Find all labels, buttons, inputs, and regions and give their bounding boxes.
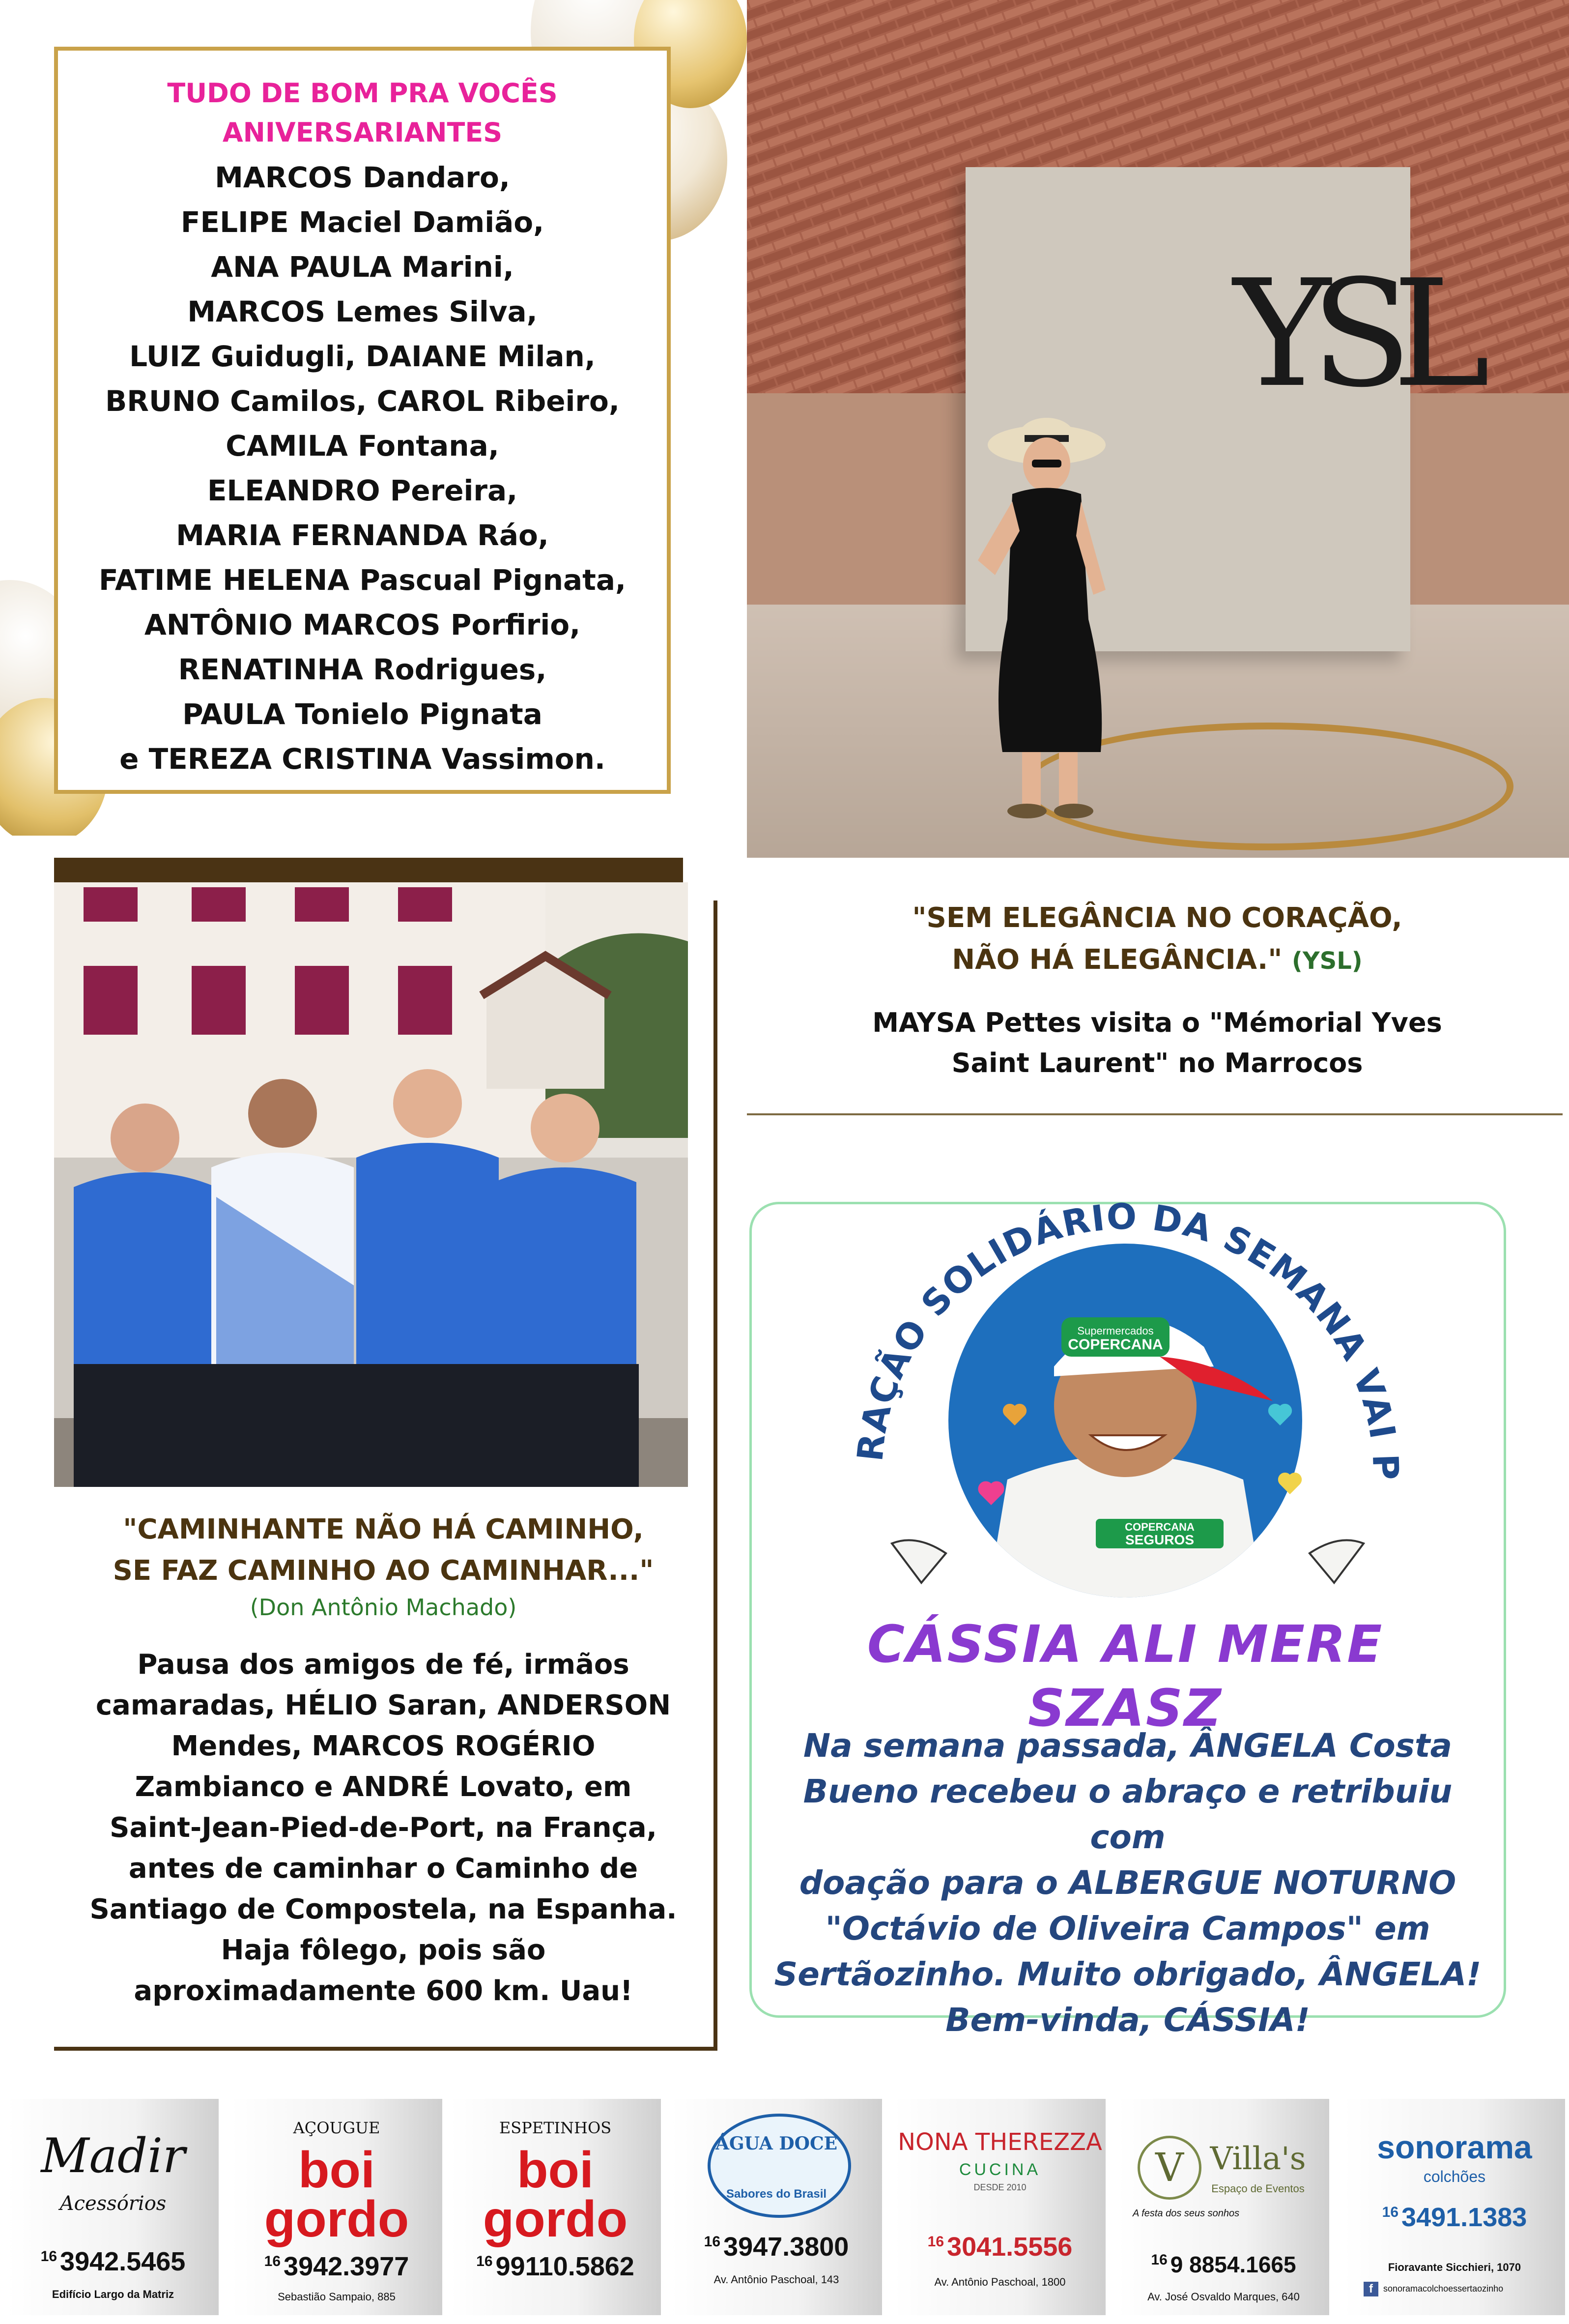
friends-caption-line: Santiago de Compostela, na Espanha. — [89, 1893, 677, 1925]
ad-ddd: 16 — [704, 2234, 721, 2250]
friends-caption-line: antes de caminhar o Caminho de — [128, 1853, 638, 1885]
cap-brand: COPERCANA — [1068, 1336, 1163, 1353]
birthday-name-line: PAULA Tonielo Pignata — [182, 697, 542, 731]
woman-figure — [958, 413, 1135, 821]
embrace-text-line: Sertãozinho. Muito obrigado, ÂNGELA! — [774, 1955, 1482, 1993]
friends-quote — [59, 1509, 708, 1592]
embrace-text-line: "Octávio de Oliveira Campos" em — [825, 1910, 1430, 1947]
ad-number: 99110.5862 — [495, 2252, 634, 2281]
friends-caption-line: Saint-Jean-Pied-de-Port, na França, — [110, 1812, 657, 1844]
ad-subtitle: Acessórios — [59, 2192, 167, 2215]
ad-number: 3947.3800 — [723, 2232, 849, 2262]
heart-icon — [1268, 1404, 1292, 1425]
embrace-arc-text: O ABRAÇÃO SOLIDÁRIO DA SEMANA VAI PARA — [832, 1117, 1407, 1479]
agua-doce-logo — [708, 2114, 851, 2218]
birthday-name-line: MARCOS Dandaro, — [215, 161, 510, 194]
friends-quote-line: SE FAZ CAMINHO AO CAMINHAR..." — [113, 1555, 654, 1587]
heart-icon — [978, 1481, 1004, 1505]
birthday-heading-line: TUDO DE BOM PRA VOCÊS — [167, 78, 558, 109]
birthday-name-line: e TEREZA CRISTINA Vassimon. — [119, 742, 605, 776]
ad-brand: boi gordo — [483, 2142, 628, 2248]
embrace-text-line: Bem-vinda, CÁSSIA! — [945, 2001, 1310, 2039]
ysl-quote-author: (YSL) — [1291, 947, 1363, 975]
ad-phone — [231, 2251, 442, 2282]
birthday-name-line: ANA PAULA Marini, — [211, 250, 514, 284]
friends-caption-line: Mendes, MARCOS ROGÉRIO — [171, 1730, 596, 1762]
ad-number: 9 8854.1665 — [1170, 2252, 1296, 2277]
birthday-name-line: MARCOS Lemes Silva, — [187, 295, 538, 328]
birthday-name-line: FELIPE Maciel Damião, — [180, 205, 544, 239]
friends-quote-author: (Don Antônio Machado) — [250, 1594, 517, 1621]
ad-subtitle: colchões — [1423, 2168, 1486, 2185]
ad-number: 3942.5465 — [60, 2247, 186, 2276]
birthday-name-line: ANTÔNIO MARCOS Porfirio, — [144, 608, 581, 641]
ad-number: 3041.5556 — [947, 2232, 1073, 2262]
ad-nona-therezza — [894, 2099, 1106, 2315]
birthday-name-line: LUIZ Guidugli, DAIANE Milan, — [129, 340, 596, 373]
shirt-brand: SEGUROS — [1125, 1532, 1195, 1547]
friends-caption-line: Zambianco e ANDRÉ Lovato, em — [135, 1771, 632, 1803]
ad-ddd: 16 — [40, 2248, 57, 2265]
ad-ddd: 16 — [1151, 2251, 1168, 2268]
ad-espetinhos-boi-gordo — [450, 2099, 661, 2315]
birthday-name-line: BRUNO Camilos, CAROL Ribeiro, — [105, 384, 620, 418]
ad-ddd: 16 — [927, 2234, 944, 2250]
embrace-arc-title — [832, 1117, 1408, 1593]
ad-address: Av. Antônio Paschoal, 1800 — [934, 2276, 1066, 2288]
ysl-caption-line: Saint Laurent" no Marrocos — [951, 1047, 1363, 1078]
ad-madir — [7, 2099, 219, 2315]
ad-acougue-boi-gordo — [231, 2099, 442, 2315]
villas-v-icon: V — [1138, 2136, 1201, 2200]
ysl-quote-text: NÃO HÁ ELEGÂNCIA." — [952, 944, 1283, 976]
birthday-text — [74, 74, 651, 782]
birthday-heading — [74, 74, 651, 152]
ad-phone — [671, 2232, 882, 2262]
friends-top-bar — [54, 858, 683, 882]
ad-brand-top: AÇOUGUE — [293, 2119, 380, 2137]
ysl-quote — [762, 897, 1553, 982]
embrace-text-line: Na semana passada, ÂNGELA Costa — [803, 1727, 1453, 1765]
birthday-name-line: FATIME HELENA Pascual Pignata, — [98, 563, 627, 597]
friends-quote-line: "CAMINHANTE NÃO HÁ CAMINHO, — [123, 1513, 644, 1545]
ad-address: Sebastião Sampaio, 885 — [278, 2291, 396, 2303]
ad-brand: Madir — [41, 2128, 185, 2183]
ysl-caption-line: MAYSA Pettes visita o "Mémorial Yves — [872, 1007, 1442, 1038]
ad-brand: sonorama — [1377, 2129, 1532, 2165]
ad-tagline: A festa dos seus sonhos — [1133, 2208, 1240, 2219]
ad-sonorama — [1344, 2099, 1565, 2315]
divider-rule — [747, 1113, 1563, 1115]
ad-subtitle: Espaço de Eventos — [1211, 2182, 1305, 2195]
birthday-name-line: MARIA FERNANDA Ráo, — [176, 519, 549, 552]
ad-phone — [7, 2246, 219, 2277]
ad-brand: NONA THEREZZA — [898, 2128, 1102, 2156]
friends-caption-line: Pausa dos amigos de fé, irmãos — [137, 1649, 629, 1681]
ad-address: Av. José Osvaldo Marques, 640 — [1147, 2291, 1300, 2303]
ysl-quote-line-2 — [762, 939, 1553, 982]
svg-text:O ABRAÇÃO SOLIDÁRIO DA SEMANA — [832, 1117, 1406, 1479]
friends-photo-drawing — [54, 882, 688, 1487]
ad-number: 3942.3977 — [284, 2252, 409, 2281]
ad-number: 3491.1383 — [1401, 2203, 1527, 2232]
ad-villas — [1118, 2099, 1329, 2315]
friends-caption-line: Haja fôlego, pois são — [221, 1934, 546, 1966]
friends-caption-line: aproximadamente 600 km. Uau! — [134, 1975, 633, 2007]
ad-agua-doce — [671, 2099, 882, 2315]
heart-icon — [1278, 1473, 1302, 1494]
shirt-brand-small: COPERCANA — [1125, 1521, 1195, 1533]
ad-ddd: 16 — [476, 2253, 493, 2269]
ad-social-handle[interactable]: sonoramacolchoessertaozinho — [1383, 2284, 1504, 2294]
ad-phone — [450, 2251, 661, 2282]
birthday-heading-line: ANIVERSARIANTES — [222, 117, 503, 148]
ad-address: Av. Antônio Paschoal, 143 — [713, 2273, 839, 2286]
heart-icon — [1003, 1404, 1027, 1425]
ad-brand: Villa's — [1210, 2141, 1306, 2177]
ad-subtitle: CUCINA — [959, 2160, 1041, 2179]
ysl-logo: YSL — [1233, 248, 1471, 420]
embrace-text — [767, 1723, 1489, 2043]
birthday-name-line: RENATINHA Rodrigues, — [178, 653, 547, 686]
cap-brand-small: Supermercados — [1077, 1325, 1154, 1337]
embrace-text-line: Bueno recebeu o abraço e retribuiu com — [803, 1772, 1453, 1856]
birthday-name-line: CAMILA Fontana, — [226, 429, 499, 463]
ad-address: Edifício Largo da Matriz — [52, 2288, 174, 2300]
embrace-name: CÁSSIA ALI MERE SZASZ — [867, 1614, 1384, 1738]
ad-brand: ÁGUA DOCE — [715, 2133, 838, 2154]
ad-address: Fioravante Sicchieri, 1070 — [1388, 2261, 1521, 2273]
friends-caption-line: camaradas, HÉLIO Saran, ANDERSON — [95, 1689, 671, 1721]
ad-brand-top: ESPETINHOS — [499, 2119, 612, 2137]
friends-caption — [59, 1644, 708, 2011]
ysl-caption — [762, 1003, 1553, 1083]
ad-ddd: 16 — [1382, 2204, 1399, 2220]
ad-brand: boi gordo — [264, 2142, 409, 2248]
embrace-text-line: doação para o ALBERGUE NOTURNO — [799, 1864, 1456, 1902]
birthday-name-line: ELEANDRO Pereira, — [207, 474, 518, 507]
ad-phone — [894, 2232, 1106, 2262]
ysl-memorial-photo — [747, 0, 1569, 858]
ad-phone — [1118, 2251, 1329, 2278]
ad-subtitle: Sabores do Brasil — [726, 2187, 827, 2201]
ad-ddd: 16 — [264, 2253, 281, 2269]
ad-since: DESDE 2010 — [973, 2182, 1027, 2192]
ysl-quote-line: "SEM ELEGÂNCIA NO CORAÇÃO, — [912, 902, 1402, 934]
ad-phone — [1344, 2202, 1565, 2233]
facebook-icon[interactable]: f — [1364, 2282, 1378, 2296]
friends-photo — [54, 882, 688, 1487]
